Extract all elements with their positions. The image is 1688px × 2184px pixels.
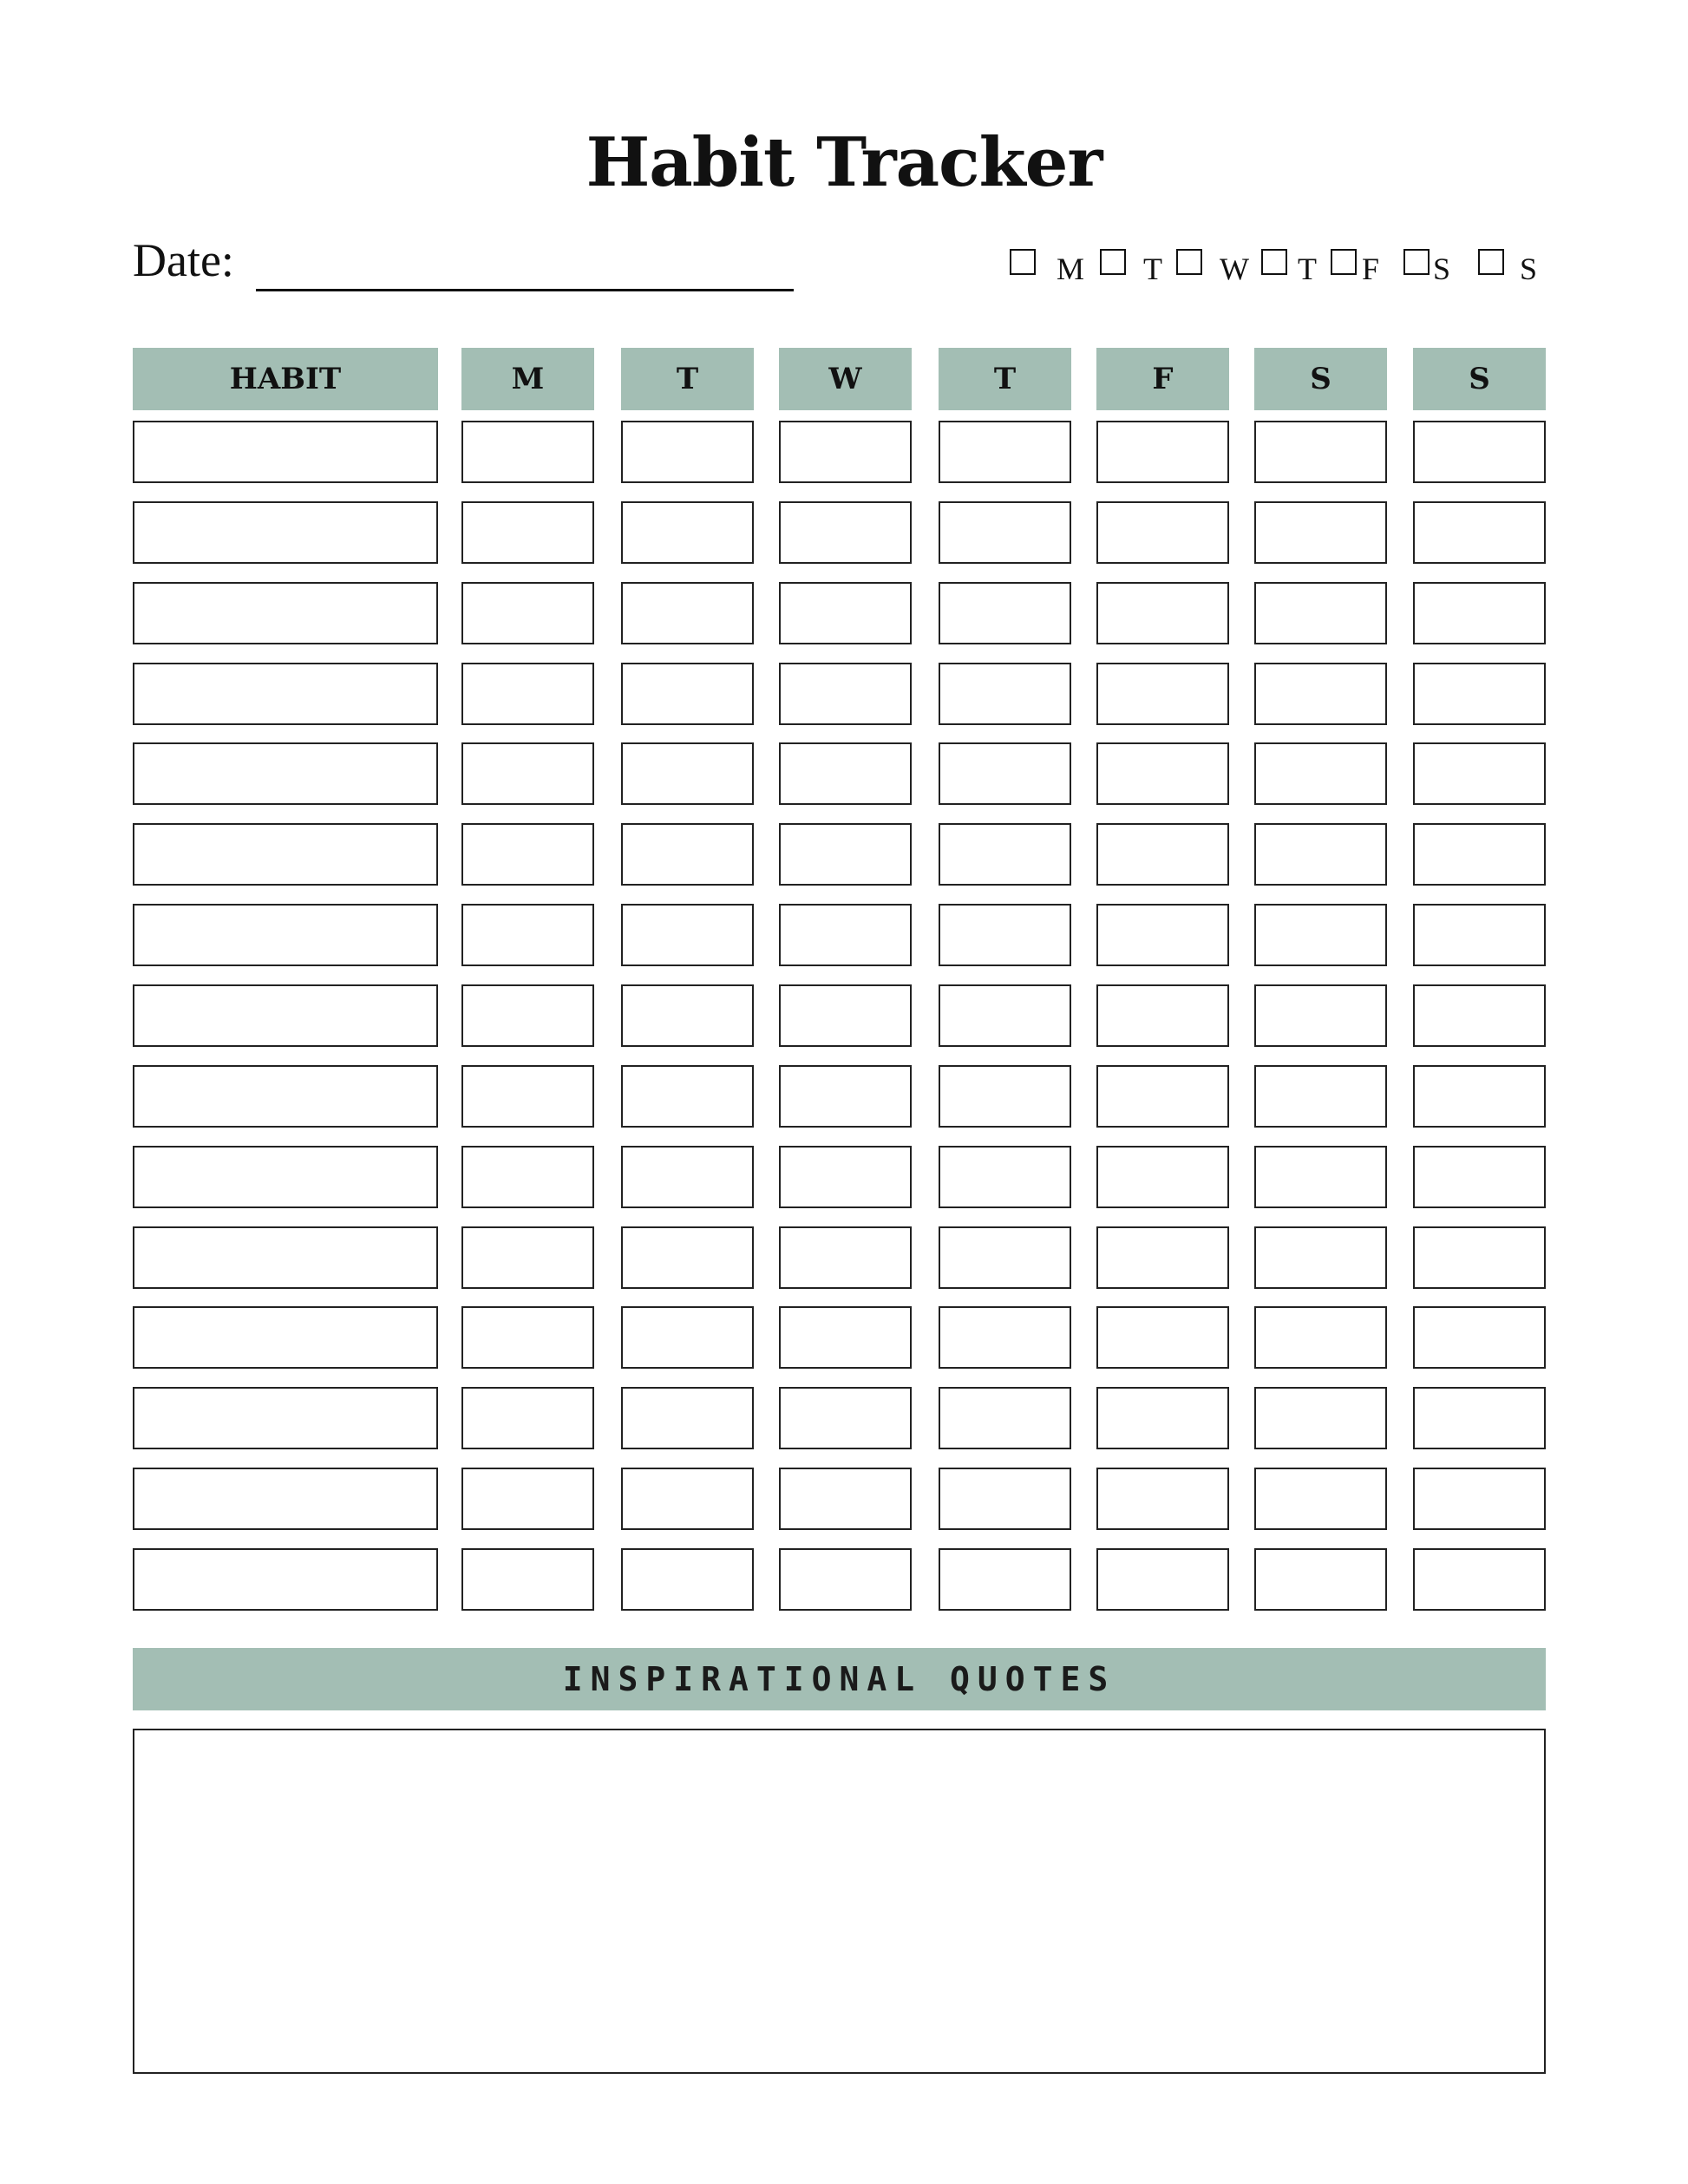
day-check-cell[interactable] xyxy=(461,1387,594,1449)
day-check-cell[interactable] xyxy=(1413,1226,1546,1289)
day-check-cell[interactable] xyxy=(779,742,912,805)
day-check-cell[interactable] xyxy=(621,823,754,886)
day-check-cell[interactable] xyxy=(1254,904,1387,966)
day-check-cell[interactable] xyxy=(621,742,754,805)
day-checkbox[interactable] xyxy=(1261,249,1287,275)
day-check-cell[interactable] xyxy=(939,663,1071,725)
page-title: Habit Tracker xyxy=(586,123,1102,202)
day-check-cell[interactable] xyxy=(1413,663,1546,725)
day-check-cell[interactable] xyxy=(1096,984,1229,1047)
day-check-cell[interactable] xyxy=(461,1306,594,1369)
day-check-cell[interactable] xyxy=(1096,742,1229,805)
habit-name-cell[interactable] xyxy=(133,984,438,1047)
day-checkbox[interactable] xyxy=(1100,249,1126,275)
day-check-cell[interactable] xyxy=(779,501,912,564)
habit-name-cell[interactable] xyxy=(133,1387,438,1449)
day-checkbox-label: W xyxy=(1220,252,1249,286)
day-check-cell[interactable] xyxy=(1096,1226,1229,1289)
date-label: Date: xyxy=(133,234,234,286)
day-check-cell[interactable] xyxy=(779,1146,912,1208)
day-check-cell[interactable] xyxy=(779,582,912,644)
habit-name-cell[interactable] xyxy=(133,582,438,644)
day-check-cell[interactable] xyxy=(779,984,912,1047)
day-check-cell[interactable] xyxy=(461,1065,594,1128)
day-check-cell[interactable] xyxy=(1413,501,1546,564)
day-check-cell[interactable] xyxy=(1413,823,1546,886)
day-check-cell[interactable] xyxy=(1254,1468,1387,1530)
day-check-cell[interactable] xyxy=(461,421,594,483)
habit-name-cell[interactable] xyxy=(133,1306,438,1369)
day-check-cell[interactable] xyxy=(939,742,1071,805)
habit-name-cell[interactable] xyxy=(133,421,438,483)
habit-name-cell[interactable] xyxy=(133,823,438,886)
day-check-cell[interactable] xyxy=(461,904,594,966)
day-check-cell[interactable] xyxy=(461,742,594,805)
habit-name-cell[interactable] xyxy=(133,742,438,805)
day-check-cell[interactable] xyxy=(621,421,754,483)
day-check-cell[interactable] xyxy=(461,984,594,1047)
day-check-cell[interactable] xyxy=(1413,1468,1546,1530)
day-checkbox-label: F xyxy=(1362,252,1380,286)
day-check-cell[interactable] xyxy=(779,421,912,483)
quotes-header: INSPIRATIONAL QUOTES xyxy=(133,1648,1546,1710)
day-check-cell[interactable] xyxy=(939,904,1071,966)
column-header-day: S xyxy=(1254,348,1387,410)
column-header-day: T xyxy=(939,348,1071,410)
date-input-line[interactable] xyxy=(256,289,794,291)
day-check-cell[interactable] xyxy=(779,823,912,886)
day-check-cell[interactable] xyxy=(1254,1065,1387,1128)
habit-name-cell[interactable] xyxy=(133,1065,438,1128)
day-check-cell[interactable] xyxy=(939,1146,1071,1208)
day-check-cell[interactable] xyxy=(939,1468,1071,1530)
quotes-box[interactable] xyxy=(133,1729,1546,2074)
day-check-cell[interactable] xyxy=(461,1146,594,1208)
day-check-cell[interactable] xyxy=(621,582,754,644)
day-check-cell[interactable] xyxy=(939,1226,1071,1289)
day-check-cell[interactable] xyxy=(621,1146,754,1208)
day-checkbox[interactable] xyxy=(1010,249,1036,275)
day-check-cell[interactable] xyxy=(1096,1146,1229,1208)
day-checkbox-label: T xyxy=(1298,252,1317,286)
day-check-cell[interactable] xyxy=(1413,1306,1546,1369)
day-check-cell[interactable] xyxy=(1413,984,1546,1047)
day-check-cell[interactable] xyxy=(1096,663,1229,725)
day-check-cell[interactable] xyxy=(1413,1548,1546,1611)
day-check-cell[interactable] xyxy=(1413,1146,1546,1208)
day-check-cell[interactable] xyxy=(621,501,754,564)
habit-name-cell[interactable] xyxy=(133,1146,438,1208)
day-check-cell[interactable] xyxy=(939,1387,1071,1449)
day-check-cell[interactable] xyxy=(621,984,754,1047)
day-check-cell[interactable] xyxy=(779,1226,912,1289)
day-check-cell[interactable] xyxy=(1096,1306,1229,1369)
day-check-cell[interactable] xyxy=(1096,501,1229,564)
day-check-cell[interactable] xyxy=(621,1468,754,1530)
day-check-cell[interactable] xyxy=(621,1065,754,1128)
day-check-cell[interactable] xyxy=(1096,1387,1229,1449)
column-header-day: T xyxy=(621,348,754,410)
day-check-cell[interactable] xyxy=(779,1468,912,1530)
day-check-cell[interactable] xyxy=(1254,501,1387,564)
day-check-cell[interactable] xyxy=(939,582,1071,644)
day-check-cell[interactable] xyxy=(939,984,1071,1047)
habit-name-cell[interactable] xyxy=(133,904,438,966)
day-check-cell[interactable] xyxy=(1254,823,1387,886)
day-check-cell[interactable] xyxy=(1413,1065,1546,1128)
day-check-cell[interactable] xyxy=(1413,582,1546,644)
day-check-cell[interactable] xyxy=(461,823,594,886)
column-header-habit: HABIT xyxy=(133,348,438,410)
day-check-cell[interactable] xyxy=(939,823,1071,886)
column-header-day: F xyxy=(1096,348,1229,410)
day-check-cell[interactable] xyxy=(621,1548,754,1611)
day-checkbox-label: S xyxy=(1433,252,1451,286)
day-check-cell[interactable] xyxy=(1096,1468,1229,1530)
day-check-cell[interactable] xyxy=(1254,663,1387,725)
day-checkbox-label: T xyxy=(1143,252,1162,286)
day-check-cell[interactable] xyxy=(1096,904,1229,966)
day-check-cell[interactable] xyxy=(461,663,594,725)
day-check-cell[interactable] xyxy=(779,904,912,966)
day-check-cell[interactable] xyxy=(939,421,1071,483)
day-checkbox[interactable] xyxy=(1403,249,1430,275)
day-check-cell[interactable] xyxy=(621,1387,754,1449)
day-checkbox-label: M xyxy=(1057,252,1085,286)
day-check-cell[interactable] xyxy=(1096,582,1229,644)
habit-name-cell[interactable] xyxy=(133,1468,438,1530)
day-check-cell[interactable] xyxy=(779,663,912,725)
day-check-cell[interactable] xyxy=(1254,1146,1387,1208)
day-check-cell[interactable] xyxy=(1254,1548,1387,1611)
day-check-cell[interactable] xyxy=(779,1065,912,1128)
day-check-cell[interactable] xyxy=(621,904,754,966)
day-checkbox[interactable] xyxy=(1176,249,1202,275)
column-header-day: M xyxy=(461,348,594,410)
day-check-cell[interactable] xyxy=(461,1468,594,1530)
day-checkbox[interactable] xyxy=(1478,249,1504,275)
day-check-cell[interactable] xyxy=(1413,421,1546,483)
day-check-cell[interactable] xyxy=(1254,1306,1387,1369)
day-check-cell[interactable] xyxy=(1096,1548,1229,1611)
day-check-cell[interactable] xyxy=(1254,582,1387,644)
day-check-cell[interactable] xyxy=(1254,742,1387,805)
day-check-cell[interactable] xyxy=(621,663,754,725)
habit-name-cell[interactable] xyxy=(133,663,438,725)
day-check-cell[interactable] xyxy=(939,1306,1071,1369)
day-check-cell[interactable] xyxy=(1096,421,1229,483)
habit-name-cell[interactable] xyxy=(133,1548,438,1611)
habit-name-cell[interactable] xyxy=(133,501,438,564)
day-check-cell[interactable] xyxy=(939,501,1071,564)
day-check-cell[interactable] xyxy=(1413,742,1546,805)
habit-name-cell[interactable] xyxy=(133,1226,438,1289)
day-check-cell[interactable] xyxy=(779,1548,912,1611)
day-checkbox[interactable] xyxy=(1331,249,1357,275)
day-check-cell[interactable] xyxy=(779,1306,912,1369)
day-check-cell[interactable] xyxy=(621,1226,754,1289)
day-check-cell[interactable] xyxy=(1413,904,1546,966)
day-check-cell[interactable] xyxy=(1254,421,1387,483)
day-check-cell[interactable] xyxy=(461,582,594,644)
column-header-day: S xyxy=(1413,348,1546,410)
day-check-cell[interactable] xyxy=(1254,1226,1387,1289)
day-check-cell[interactable] xyxy=(779,1387,912,1449)
day-check-cell[interactable] xyxy=(461,501,594,564)
day-check-cell[interactable] xyxy=(939,1065,1071,1128)
column-header-day: W xyxy=(779,348,912,410)
day-check-cell[interactable] xyxy=(1254,1387,1387,1449)
day-check-cell[interactable] xyxy=(1413,1387,1546,1449)
day-check-cell[interactable] xyxy=(461,1226,594,1289)
day-check-cell[interactable] xyxy=(1096,823,1229,886)
day-check-cell[interactable] xyxy=(461,1548,594,1611)
day-check-cell[interactable] xyxy=(1096,1065,1229,1128)
day-check-cell[interactable] xyxy=(939,1548,1071,1611)
day-check-cell[interactable] xyxy=(621,1306,754,1369)
day-checkbox-label: S xyxy=(1520,252,1538,286)
day-check-cell[interactable] xyxy=(1254,984,1387,1047)
